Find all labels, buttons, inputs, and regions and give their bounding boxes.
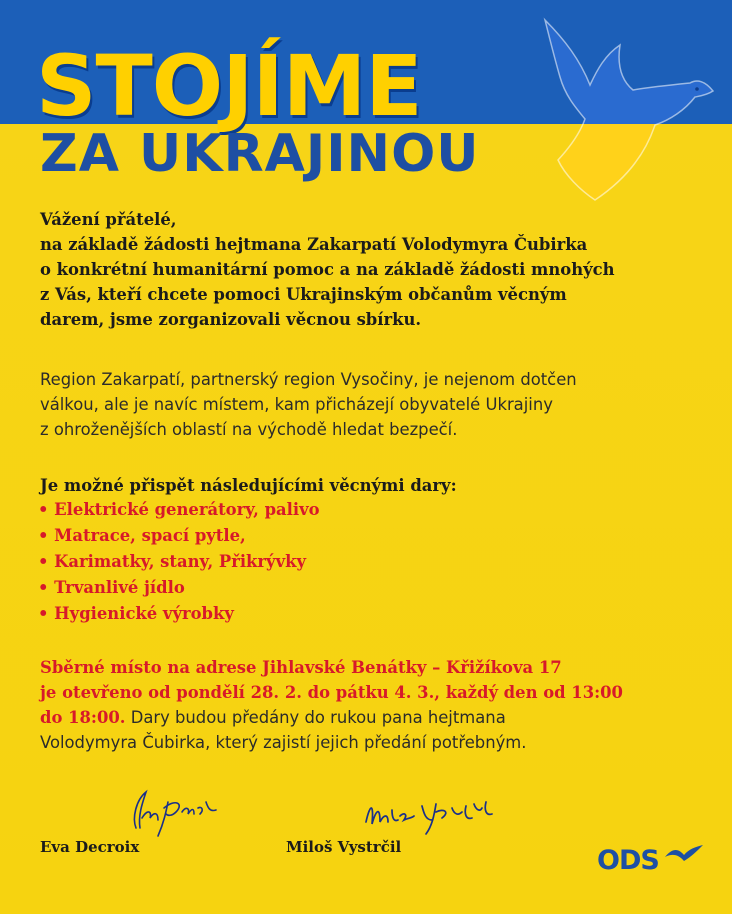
ods-logo-text: ODS <box>597 845 659 876</box>
collection-line <box>40 705 720 730</box>
intro-line: z Vás, kteří chcete pomoci Ukrajinským občanům věcným <box>40 285 567 304</box>
collection-address: Sběrné místo na adrese Jihlavské Benátky – Křižíkova 17 <box>40 658 562 677</box>
donations-list <box>38 497 320 627</box>
collection-hours-end: do 18:00. <box>40 708 126 727</box>
list-item: • Karimatky, stany, Přikrývky <box>38 552 306 571</box>
collection-paragraph <box>40 655 720 755</box>
ods-logo <box>597 843 707 883</box>
list-item: • Hygienické výrobky <box>38 604 234 623</box>
signature-milos-vystrcil <box>362 796 502 836</box>
region-line: z ohroženějších oblastí na východě hledat bezpečí. <box>40 420 458 439</box>
region-line: válkou, ale je navíc místem, kam přicházejí obyvatelé Ukrajiny <box>40 395 553 414</box>
list-item: • Matrace, spací pytle, <box>38 526 246 545</box>
bird-icon <box>663 843 705 863</box>
list-item: • Trvanlivé jídlo <box>38 578 185 597</box>
dove-icon <box>525 15 725 215</box>
intro-line: o konkrétní humanitární pomoc a na základě žádosti mnohých <box>40 260 615 279</box>
intro-line: darem, jsme zorganizovali věcnou sbírku. <box>40 310 422 329</box>
collection-handover: Dary budou předány do rukou pana hejtmana <box>125 708 506 727</box>
intro-line: na základě žádosti hejtmana Zakarpatí Volodymyra Čubirka <box>40 235 588 254</box>
intro-line: Vážení přátelé, <box>40 210 177 229</box>
intro-paragraph <box>40 207 710 332</box>
region-paragraph <box>40 367 710 442</box>
signature-name-1: Eva Decroix <box>40 838 140 856</box>
collection-hours: je otevřeno od pondělí 28. 2. do pátku 4. 3., každý den od 13:00 <box>40 683 623 702</box>
headline-line1: STOJÍME <box>36 37 422 135</box>
headline-line2: ZA UKRAJINOU <box>40 124 480 184</box>
list-item: • Elektrické generátory, palivo <box>38 500 320 519</box>
collection-handover-end: Volodymyra Čubirka, který zajistí jejich předání potřebným. <box>40 733 527 752</box>
donations-title: Je možné přispět následujícími věcnými dary: <box>40 476 457 495</box>
region-line: Region Zakarpatí, partnerský region Vysočiny, je nejenom dotčen <box>40 370 577 389</box>
signature-name-2: Miloš Vystrčil <box>286 838 402 856</box>
signature-eva-decroix <box>128 778 238 844</box>
